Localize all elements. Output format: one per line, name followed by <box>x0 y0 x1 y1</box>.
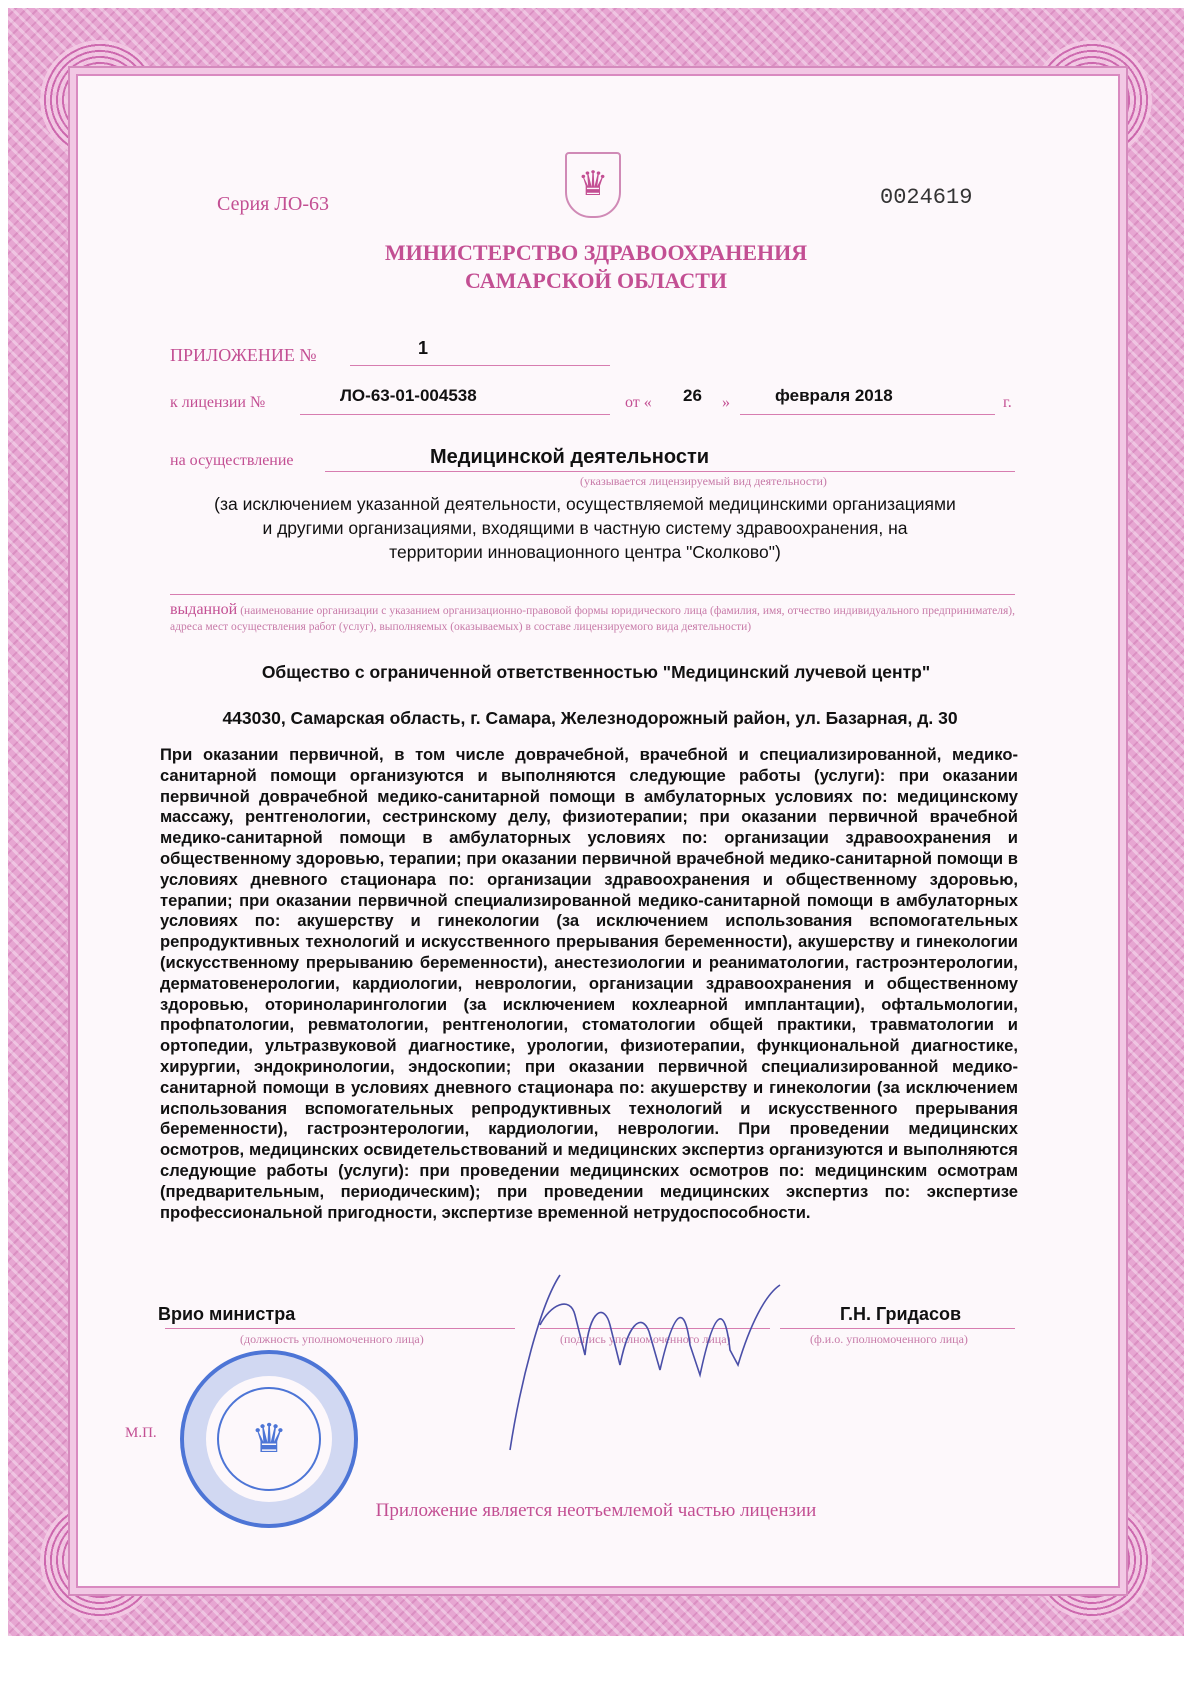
license-number: ЛО-63-01-004538 <box>340 386 477 405</box>
caption-position: (должность уполномоченного лица) <box>240 1332 424 1346</box>
issued-block <box>170 602 1015 635</box>
series-label: Серия ЛО-63 <box>217 193 330 215</box>
license-label: к лицензии № <box>170 394 266 411</box>
from-close: » <box>722 394 730 411</box>
issued-caption: (наименование организации с указанием организационно-правовой формы юридического лица (фамилия, имя, отчество индивидуального предпринимателя), адреса мест осуществления работ (услуг), выполняемых (оказываемых) в составе лицензируемого вида деятельности) <box>170 605 1016 633</box>
ministry-title-2: САМАРСКОЙ ОБЛАСТИ <box>464 268 728 293</box>
handwritten-signature <box>480 1265 810 1455</box>
signatory-position: Врио министра <box>158 1304 296 1324</box>
activity-caption: (указывается лицензируемый вид деятельности) <box>580 474 827 488</box>
caption-name: (ф.и.о. уполномоченного лица) <box>810 1332 968 1346</box>
organization-name: Общество с ограниченной ответственностью "Медицинский лучевой центр" <box>261 662 931 682</box>
activity-value: Медицинской деятельности <box>430 446 710 468</box>
form-number: 0024619 <box>880 185 973 210</box>
footer-note: Приложение является неотъемлемой частью лицензии <box>375 1500 817 1521</box>
appendix-number: 1 <box>418 338 429 358</box>
note-line: (за исключением указанной деятельности, осуществляемой медицинскими организациями <box>214 494 956 514</box>
eagle-emblem-icon: ♛ <box>217 1387 321 1491</box>
activity-note <box>150 492 1020 564</box>
coat-of-arms-icon: ♛ <box>565 152 621 218</box>
from-label: от « <box>625 394 652 411</box>
organization-address: 443030, Самарская область, г. Самара, Железнодорожный район, ул. Базарная, д. 30 <box>222 708 958 728</box>
note-line: и другими организациями, входящими в частную систему здравоохранения, на <box>262 518 908 538</box>
ministry-title-1: МИНИСТЕРСТВО ЗДРАВООХРАНЕНИЯ <box>384 240 808 265</box>
stamp-place-mark: М.П. <box>125 1425 157 1441</box>
licensed-works-text: При оказании первичной, в том числе доврачебной, врачебной и специализированной, медико-санитарной помощи организуются и выполняются следующие работы (услуги): при оказании первичной доврачебной медико-санитарной помощи в амбулаторных условиях по: медицинскому массажу, рентгенологии, сестринскому делу, физиотерапии; при оказании первичной врачебной медико-санитарной помощи в амбулаторных условиях по: организации здравоохранения и общественному здоровью, терапии; при оказании первичной врачебной медико-санитарной помощи в условиях дневного стационара по: организации здравоохранения и общественному здоровью, терапии; при оказании первичной специализированной медико-санитарной помощи в амбулаторных условиях по: акушерству и гинекологии (за исключением использования вспомогательных репродуктивных технологий и искусственного прерывания беременности), акушерству и гинекологии (искусственному прерыванию беременности), анестезиологии и реаниматологии, гастроэнтерологии, дерматовенерологии, кардиологии, неврологии, организации здравоохранения и общественному здоровью, оториноларингологии (за исключением кохлеарной имплантации), офтальмологии, профпатологии, ревматологии, рентгенологии, стоматологии общей практики, травматологии и ортопедии, ультразвуковой диагностике, урологии, физиотерапии, функциональной диагностике, хирургии, эндокринологии, эндоскопии; при оказании первичной специализированной медико-санитарной помощи в условиях дневного стационара по: акушерству и гинекологии (за исключением использования вспомогательных репродуктивных технологий и искусственного прерывания беременности), гастроэнтерологии, кардиологии, неврологии. При проведении медицинских осмотров, медицинских освидетельствований и медицинских экспертиз организуются и выполняются следующие работы (услуги): при проведении медицинских осмотров по: медицинским осмотрам (предварительным, периодическим); при проведении медицинских экспертиз по: экспертизе профессиональной пригодности, экспертизе временной нетрудоспособности. <box>160 745 1018 1222</box>
license-day: 26 <box>683 386 702 405</box>
year-suffix: г. <box>1003 394 1012 411</box>
issued-label: выданной <box>170 601 238 618</box>
note-line: территории инновационного центра "Сколково") <box>389 542 781 562</box>
caption-signature: (подпись уполномоченного лица) <box>560 1332 731 1346</box>
activity-label: на осуществление <box>170 452 294 469</box>
license-month-year: февраля 2018 <box>775 386 893 405</box>
appendix-label: ПРИЛОЖЕНИЕ № <box>170 345 317 365</box>
signatory-name: Г.Н. Гридасов <box>840 1304 962 1324</box>
